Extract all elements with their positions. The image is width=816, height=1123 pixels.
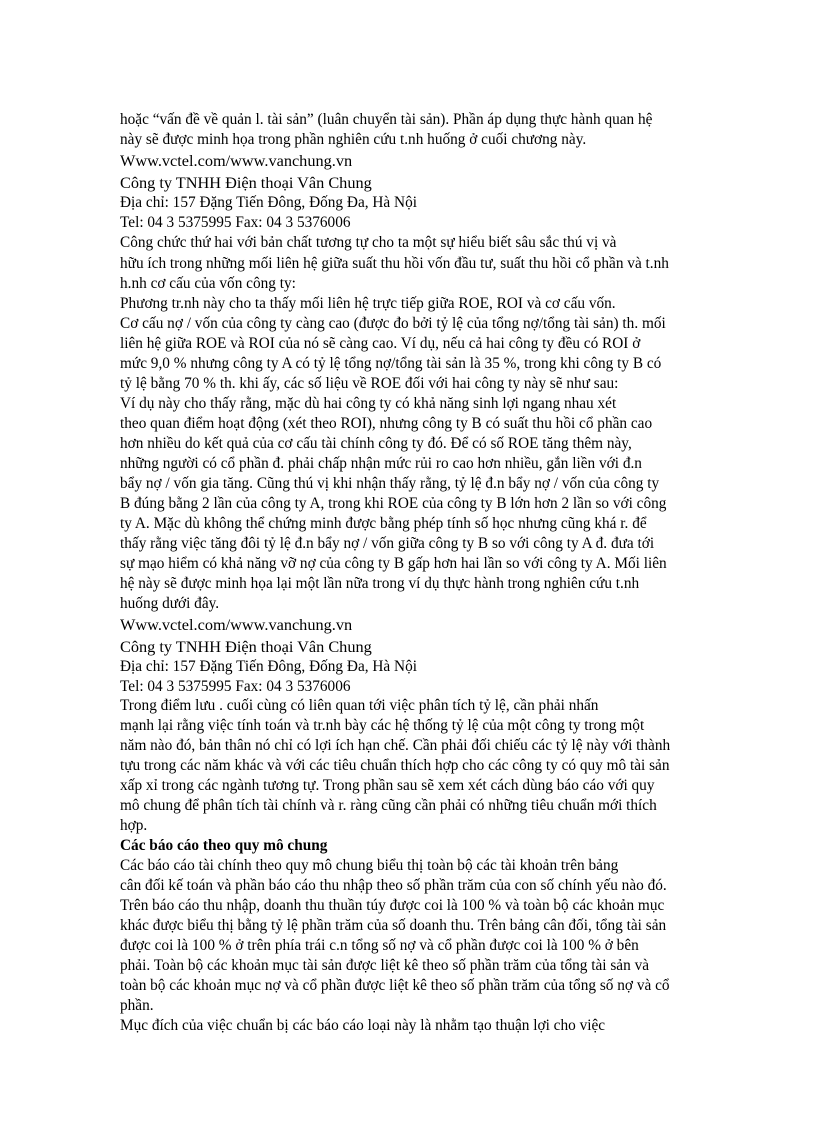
text-line: Www.vctel.com/www.vanchung.vn xyxy=(120,615,353,634)
text-line: năm nào đó, bản thân nó chỉ có lợi ích hạn chế. Cần phải đối chiếu các tỷ lệ này với thành xyxy=(120,737,671,754)
text-line: hữu ích trong những mối liên hệ giữa suất thu hồi vốn đầu tư, suất thu hồi cổ phần và t.nh xyxy=(120,255,669,272)
text-line: xấp xỉ trong các ngành tương tự. Trong phần sau sẽ xem xét cách dùng báo cáo với quy xyxy=(120,777,655,794)
text-line: ty A. Mặc dù không thể chứng minh được bằng phép tính số học nhưng cũng khá r. để xyxy=(120,515,647,532)
text-line: mạnh lại rằng việc tính toán và tr.nh bày các hệ thống tỷ lệ của một công ty trong một xyxy=(120,717,645,734)
text-line: Công ty TNHH Điện thoại Vân Chung xyxy=(120,173,372,192)
text-line: Công chức thứ hai với bản chất tương tự cho ta một sự hiểu biết sâu sắc thú vị và xyxy=(120,234,617,251)
text-line: được coi là 100 % ở trên phía trái c.n tổng số nợ và cổ phần được coi là 100 % ở bên xyxy=(120,937,639,954)
text-line: Địa chỉ: 157 Đặng Tiến Đông, Đống Đa, Hà Nội xyxy=(120,658,417,675)
text-line: Các báo cáo tài chính theo quy mô chung biểu thị toàn bộ các tài khoản trên bảng xyxy=(120,857,619,874)
text-line: hệ này sẽ được minh họa lại một lần nữa trong ví dụ thực hành trong nghiên cứu t.nh xyxy=(120,575,640,592)
text-line: Trong điểm lưu . cuối cùng có liên quan tới việc phân tích tỷ lệ, cần phải nhấn xyxy=(120,697,599,714)
text-line: huống dưới đây. xyxy=(120,595,220,612)
text-line: theo quan điểm hoạt động (xét theo ROI), nhưng công ty B có suất thu hồi cổ phần cao xyxy=(120,415,653,432)
text-line: phần. xyxy=(120,997,154,1014)
text-line: B đúng bằng 2 lần của công ty A, trong khi ROE của công ty B lớn hơn 2 lần so với công xyxy=(120,495,667,512)
text-line: Www.vctel.com/www.vanchung.vn xyxy=(120,151,353,170)
text-line: này sẽ được minh họa trong phần nghiên cứu t.nh huống ở cuối chương này. xyxy=(120,131,587,148)
text-line: Tel: 04 3 5375995 Fax: 04 3 5376006 xyxy=(120,214,351,231)
text-line: hơn nhiều do kết quả của cơ cấu tài chính công ty đó. Để có số ROE tăng thêm này, xyxy=(120,435,632,452)
text-line: Tel: 04 3 5375995 Fax: 04 3 5376006 xyxy=(120,678,351,695)
text-line: cân đối kế toán và phần báo cáo thu nhập theo số phần trăm của con số chính yếu nào đó. xyxy=(120,877,667,894)
text-line: tựu trong các năm khác và với các tiêu chuẩn thích hợp cho các công ty có quy mô tài sản xyxy=(120,757,670,774)
text-line: tỷ lệ bằng 70 % th. khi ấy, các số liệu về ROE đối với hai công ty này sẽ như sau: xyxy=(120,375,619,392)
text-line: Trên báo cáo thu nhập, doanh thu thuần túy được coi là 100 % và toàn bộ các khoản mục xyxy=(120,897,665,914)
text-line: phải. Toàn bộ các khoản mục tài sản được liệt kê theo số phần trăm của tổng tài sản và xyxy=(120,957,650,974)
text-line: khác được biểu thị bằng tỷ lệ phần trăm của số doanh thu. Trên bảng cân đối, tổng tài sản xyxy=(120,917,667,934)
text-line: hợp. xyxy=(120,817,148,834)
text-line: Phương tr.nh này cho ta thấy mối liên hệ trực tiếp giữa ROE, ROI và cơ cấu vốn. xyxy=(120,295,616,312)
text-line: Địa chỉ: 157 Đặng Tiến Đông, Đống Đa, Hà Nội xyxy=(120,194,417,211)
text-line: toàn bộ các khoản mục nợ và cổ phần được liệt kê theo số phần trăm của tổng số nợ và cổ xyxy=(120,977,670,994)
text-line: Công ty TNHH Điện thoại Vân Chung xyxy=(120,637,372,656)
text-line: Mục đích của việc chuẩn bị các báo cáo loại này là nhằm tạo thuận lợi cho việc xyxy=(120,1017,606,1034)
text-line: thấy rằng việc tăng đôi tỷ lệ đ.n bẩy nợ / vốn giữa công ty B so với công ty A đ. đưa tới xyxy=(120,535,655,552)
text-line: Ví dụ này cho thấy rằng, mặc dù hai công ty có khả năng sinh lợi ngang nhau xét xyxy=(120,395,617,412)
text-line: h.nh cơ cấu của vốn công ty: xyxy=(120,275,296,292)
text-line: những người có cổ phần đ. phải chấp nhận mức rủi ro cao hơn nhiều, gắn liền với đ.n xyxy=(120,455,642,472)
text-line: hoặc “vấn đề về quản l. tài sản” (luân chuyển tài sản). Phần áp dụng thực hành quan hệ xyxy=(120,111,653,128)
text-line: sự mạo hiểm có khả năng vỡ nợ của công ty B gấp hơn hai lần so với công ty A. Mối liên xyxy=(120,555,667,572)
text-line: Cơ cấu nợ / vốn của công ty càng cao (được đo bởi tỷ lệ của tổng nợ/tổng tài sản) th. mối xyxy=(120,315,666,332)
text-line: liên hệ giữa ROE và ROI của nó sẽ càng cao. Ví dụ, nếu cả hai công ty đều có ROI ở xyxy=(120,335,641,352)
text-line: mức 9,0 % nhưng công ty A có tỷ lệ tổng nợ/tổng tài sản là 35 %, trong khi công ty B có xyxy=(120,355,662,372)
text-line: mô chung để phân tích tài chính và r. ràng cũng cần phải có những tiêu chuẩn mới thích xyxy=(120,797,657,814)
section-heading: Các báo cáo theo quy mô chung xyxy=(120,837,328,854)
text-line: bẩy nợ / vốn gia tăng. Cũng thú vị khi nhận thấy rằng, tỷ lệ đ.n bẩy nợ / vốn của công ty xyxy=(120,475,660,492)
